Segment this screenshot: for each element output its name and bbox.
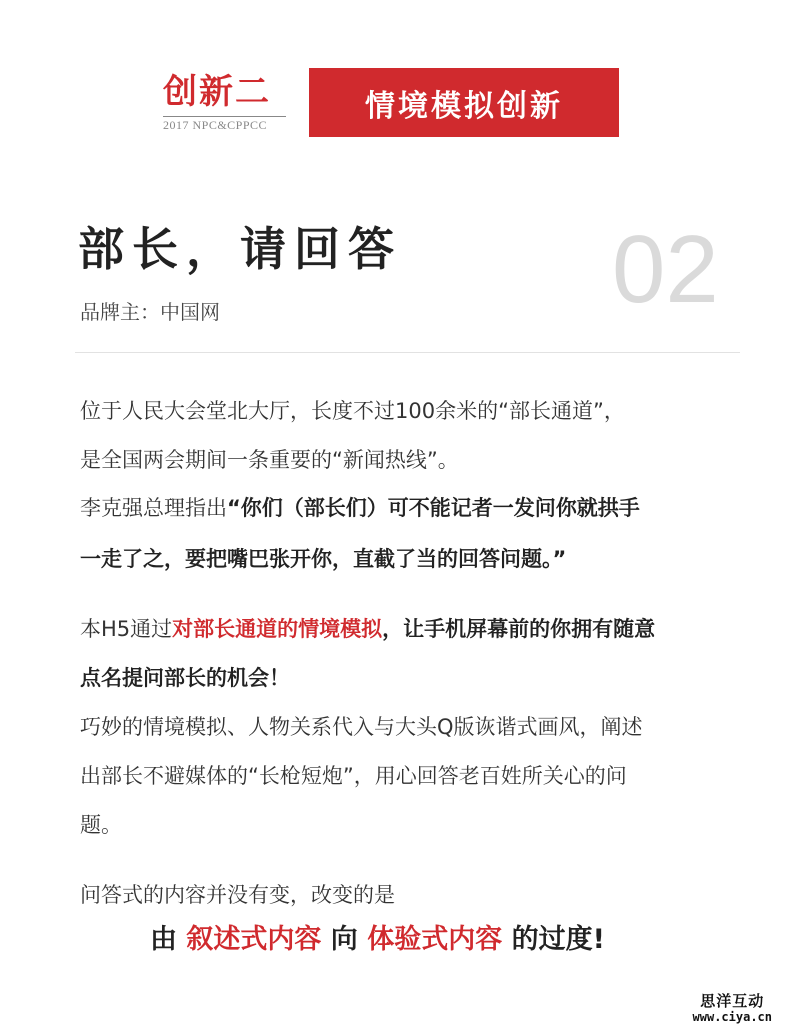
section-banner	[309, 68, 619, 137]
section-tag-title: 创新二	[163, 72, 271, 112]
text-normal: 李克强总理指出	[80, 496, 227, 520]
paragraph-line: 问答式的内容并没有变，改变的是	[80, 883, 395, 907]
quote-bold: “你们（部长们）可不能记者一发问你就拱手	[227, 496, 640, 520]
paragraph-line: 位于人民大会堂北大厅，长度不过100余米的“部长通道”，	[80, 399, 625, 423]
conclusion-text: 由	[150, 924, 187, 955]
conclusion-highlight: 叙述式内容	[186, 924, 322, 955]
watermark-name: 思洋互动	[700, 992, 765, 1010]
divider	[75, 352, 740, 353]
case-number: 02	[612, 216, 719, 323]
paragraph-line: 题。	[80, 813, 122, 837]
conclusion	[150, 920, 605, 960]
paragraph-line: 是全国两会期间一条重要的“新闻热线”。	[80, 448, 459, 472]
highlight-red: 对部长通道的情境模拟	[172, 617, 383, 641]
quote-bold-line: 一走了之，要把嘴巴张开你，直截了当的回答问题。”	[80, 547, 567, 571]
paragraph-line: 巧妙的情境模拟、人物关系代入与大头Q版诙谐式画风，阐述	[80, 715, 643, 739]
brand-owner: 品牌主：中国网	[80, 300, 220, 324]
text-bold-line: 点名提问部长的机会！	[80, 666, 290, 690]
section-tag-underline	[163, 116, 286, 117]
conclusion-text: 的过度!	[502, 924, 605, 955]
case-title: 部长，请回答	[78, 222, 402, 276]
watermark	[693, 993, 772, 1025]
conclusion-text: 向	[321, 924, 368, 955]
section-tag-subtitle: 2017 NPC&CPPCC	[163, 118, 268, 132]
text-normal: 本H5通过	[80, 617, 173, 641]
paragraph-line: 出部长不避媒体的“长枪短炮”，用心回答老百姓所关心的问	[80, 764, 627, 788]
watermark-url: www.ciya.cn	[692, 1010, 772, 1024]
paragraph-line	[80, 615, 655, 643]
header	[0, 0, 800, 140]
conclusion-highlight: 体验式内容	[367, 924, 503, 955]
text-bold: ，让手机屏幕前的你拥有随意	[382, 617, 656, 641]
section-banner-text: 情境模拟创新	[365, 88, 563, 124]
paragraph-line	[80, 494, 640, 522]
